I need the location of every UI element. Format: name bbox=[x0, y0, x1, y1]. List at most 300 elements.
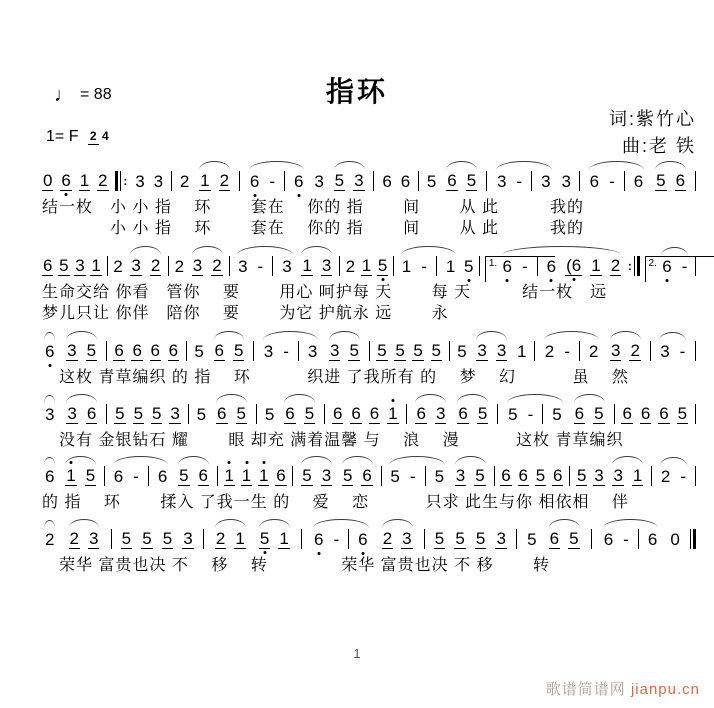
note: 6 bbox=[622, 404, 632, 423]
composer-credit: 曲:老 铁 bbox=[621, 136, 696, 156]
slur-group bbox=[610, 466, 645, 486]
music-system bbox=[42, 451, 696, 513]
barline bbox=[373, 171, 374, 191]
note: 5 bbox=[121, 529, 132, 548]
note: 6 bbox=[501, 466, 511, 485]
slur-group bbox=[542, 341, 602, 361]
barline bbox=[624, 171, 625, 191]
slur-group bbox=[213, 529, 248, 549]
note: 6 bbox=[157, 467, 168, 486]
barline bbox=[339, 256, 340, 276]
note: 5 bbox=[59, 256, 69, 275]
dash-extension: - bbox=[679, 342, 686, 361]
note: 1 bbox=[235, 529, 245, 548]
barline bbox=[651, 466, 652, 486]
note: 6 bbox=[285, 404, 295, 423]
slur-group bbox=[653, 171, 688, 191]
high-octave-dot bbox=[262, 461, 265, 464]
note: 6 bbox=[640, 404, 651, 423]
slur-group bbox=[42, 405, 57, 424]
slur-group bbox=[505, 404, 565, 424]
note: 5 bbox=[527, 530, 537, 549]
note: 3 bbox=[354, 171, 364, 190]
note-row bbox=[42, 389, 696, 424]
note: 3 bbox=[455, 466, 466, 485]
slur-group bbox=[176, 466, 211, 486]
note: 5 bbox=[431, 341, 441, 360]
watermark bbox=[546, 678, 700, 699]
low-octave-dot bbox=[317, 552, 320, 555]
barline bbox=[369, 341, 370, 361]
note: 3 bbox=[153, 172, 164, 191]
barline bbox=[253, 341, 254, 361]
barline bbox=[298, 341, 299, 361]
note: 2 bbox=[174, 257, 185, 276]
note: 3 bbox=[610, 341, 621, 360]
note: 6 bbox=[518, 466, 528, 485]
lyric-line: 小 小 指 环 套在 你的 指 间 从 此 我的 bbox=[42, 220, 585, 237]
note: 5 bbox=[434, 467, 445, 486]
note: 5 bbox=[304, 404, 315, 423]
lyric-line: 荣华 富贵也决 不 移 转 荣华 富贵也决 不 移 转 bbox=[42, 557, 551, 574]
slur-group bbox=[657, 342, 688, 361]
note: 5 bbox=[259, 529, 270, 549]
note: 6 bbox=[369, 404, 380, 423]
note: 2 bbox=[588, 342, 599, 361]
barline bbox=[579, 341, 580, 361]
credits bbox=[609, 106, 696, 160]
note: 3 bbox=[660, 342, 670, 361]
barline bbox=[292, 466, 293, 486]
note: 3 bbox=[170, 404, 180, 423]
note: 2 bbox=[215, 529, 226, 548]
lyricist-credit: 词:紫竹心 bbox=[608, 109, 696, 129]
note: 2 bbox=[212, 256, 222, 275]
note: 2 bbox=[98, 171, 108, 190]
note: 3 bbox=[75, 256, 85, 275]
note: 1 bbox=[241, 466, 252, 486]
slur-group bbox=[311, 529, 371, 549]
note: 3 bbox=[594, 466, 604, 485]
note: 5 bbox=[142, 529, 152, 548]
barline bbox=[516, 529, 517, 549]
note: 6 bbox=[362, 466, 372, 485]
slur-group bbox=[444, 171, 479, 191]
slur-group bbox=[547, 529, 582, 549]
barline bbox=[579, 171, 580, 191]
repeat-dots: : bbox=[123, 174, 128, 188]
final-barline bbox=[690, 529, 696, 549]
barline bbox=[168, 256, 169, 276]
note: 1 bbox=[387, 404, 398, 424]
note: 6 bbox=[351, 404, 361, 423]
note: 6 bbox=[447, 171, 457, 190]
note-row bbox=[42, 326, 696, 361]
note: 6 bbox=[214, 341, 224, 360]
note: 5 bbox=[377, 341, 387, 360]
low-octave-dot bbox=[65, 193, 68, 196]
rest-note: 0 bbox=[670, 530, 680, 549]
barline bbox=[449, 341, 450, 361]
note: 5 bbox=[302, 466, 312, 485]
note: 5 bbox=[395, 341, 405, 360]
slur-group bbox=[474, 341, 509, 361]
note: 5 bbox=[115, 404, 125, 423]
dash-extension: - bbox=[516, 172, 523, 191]
note: 3 bbox=[402, 529, 412, 548]
dash-extension: - bbox=[680, 467, 687, 486]
barline bbox=[381, 466, 382, 486]
thick-bar bbox=[637, 256, 640, 276]
slur-group bbox=[247, 171, 307, 191]
note: 5 bbox=[179, 466, 189, 485]
barline bbox=[542, 404, 543, 424]
note: 5 bbox=[133, 404, 144, 423]
note: 3 bbox=[263, 342, 274, 361]
slur-group bbox=[261, 341, 321, 361]
note: 3 bbox=[314, 172, 324, 191]
note: 5 bbox=[434, 529, 445, 548]
barline bbox=[531, 171, 532, 191]
note: 6 bbox=[400, 172, 411, 191]
barline bbox=[106, 341, 107, 361]
high-octave-dot bbox=[69, 461, 72, 464]
music-system bbox=[42, 326, 696, 388]
dash-extension: - bbox=[681, 257, 688, 276]
note: 5 bbox=[342, 466, 353, 485]
barline bbox=[418, 171, 419, 191]
slur-group bbox=[299, 466, 334, 486]
note: 1 bbox=[302, 256, 312, 275]
dash-extension: - bbox=[564, 342, 570, 361]
note: 5 bbox=[477, 404, 488, 423]
note: 6 bbox=[502, 257, 513, 276]
dash-extension: - bbox=[269, 172, 275, 191]
slur-group bbox=[387, 466, 447, 486]
note-row bbox=[42, 451, 696, 486]
note: 3 bbox=[496, 172, 507, 191]
quarter-note-icon: ♩ bbox=[54, 84, 74, 106]
slur-group bbox=[299, 256, 334, 276]
note: 5 bbox=[569, 529, 579, 548]
note: 5 bbox=[656, 171, 666, 190]
barline bbox=[186, 341, 187, 361]
barline bbox=[284, 171, 285, 191]
note: 2 bbox=[45, 530, 55, 549]
high-octave-dot bbox=[245, 461, 248, 464]
barline bbox=[239, 171, 240, 191]
music-system bbox=[42, 241, 696, 324]
lyric-line: 的 指 环 揉入 了我一生 的 爱 恋 只求 此生与你 相依相 伴 bbox=[42, 494, 629, 511]
dash-extension: - bbox=[133, 467, 139, 486]
music-system bbox=[42, 156, 696, 239]
barline bbox=[638, 529, 639, 549]
note: 6 bbox=[44, 342, 55, 361]
slur-group bbox=[235, 256, 295, 276]
barline bbox=[393, 256, 394, 276]
barline bbox=[148, 466, 149, 486]
note: 1 bbox=[361, 256, 372, 275]
dash-extension: - bbox=[333, 530, 340, 549]
note: 5 bbox=[426, 172, 437, 191]
slur-group bbox=[214, 404, 249, 424]
lyric-line: 没有 金银钻石 耀 眼 却充 满着温馨 与 浪 漫 这枚 青草编织 bbox=[42, 432, 624, 449]
key-signature bbox=[46, 128, 109, 146]
low-octave-dot bbox=[48, 364, 51, 367]
barline bbox=[188, 404, 189, 424]
barline bbox=[650, 341, 651, 361]
slur-group bbox=[128, 256, 163, 276]
note: 1 bbox=[258, 466, 269, 486]
slur-group bbox=[111, 466, 171, 486]
slur-group bbox=[587, 171, 647, 191]
low-octave-dot bbox=[361, 552, 364, 555]
note: 6 bbox=[43, 256, 53, 275]
note: 6 bbox=[86, 404, 97, 423]
slur-group bbox=[380, 529, 415, 549]
high-octave-dot bbox=[228, 461, 231, 464]
note: 6 bbox=[150, 341, 161, 360]
note: 6 bbox=[603, 530, 614, 549]
thin-bar bbox=[120, 171, 121, 191]
note: 5 bbox=[677, 404, 688, 423]
note: 6 bbox=[675, 171, 686, 190]
low-octave-dot bbox=[263, 551, 266, 554]
note: 1 bbox=[401, 257, 412, 276]
note-row bbox=[42, 241, 696, 276]
key-text: 1= F bbox=[46, 128, 79, 145]
slur-group bbox=[608, 341, 643, 361]
note: 6 bbox=[647, 530, 658, 549]
note: 3 bbox=[45, 405, 55, 424]
barline bbox=[591, 529, 592, 549]
thick-bar bbox=[115, 171, 118, 191]
note: 6 bbox=[382, 172, 392, 191]
note: 5 bbox=[576, 466, 587, 485]
thin-bar bbox=[634, 256, 635, 276]
note: 3 bbox=[541, 172, 551, 191]
note: 6 bbox=[546, 257, 557, 276]
note: 5 bbox=[413, 341, 423, 360]
note: 3 bbox=[307, 342, 318, 361]
slur-group bbox=[190, 256, 225, 276]
note: 1 bbox=[224, 466, 235, 486]
barline bbox=[301, 529, 302, 549]
note: 5 bbox=[85, 466, 96, 485]
note: 3 bbox=[435, 404, 446, 423]
note: 2 bbox=[544, 342, 555, 361]
barline bbox=[497, 404, 498, 424]
note: 6 bbox=[217, 404, 227, 423]
dash-extension: - bbox=[609, 172, 615, 191]
note: 6 bbox=[549, 529, 560, 548]
note: 1 bbox=[516, 342, 527, 361]
barline bbox=[171, 171, 172, 191]
note: 6 bbox=[313, 530, 324, 549]
note: 5 bbox=[151, 404, 162, 423]
note: 1 bbox=[200, 171, 210, 190]
time-signature-numerator: 2 bbox=[89, 129, 97, 144]
slur-group bbox=[67, 529, 102, 549]
note: 6 bbox=[132, 341, 142, 360]
note: 3 bbox=[67, 404, 77, 423]
note: 1 bbox=[91, 256, 101, 275]
barline bbox=[106, 404, 107, 424]
note: 2 bbox=[113, 257, 123, 276]
note: 5 bbox=[594, 404, 604, 423]
first-ending-bracket: 1. bbox=[485, 256, 555, 282]
barline bbox=[272, 256, 273, 276]
note: 6 bbox=[114, 341, 124, 360]
note: 6 bbox=[589, 172, 600, 191]
note: 6 bbox=[458, 404, 468, 423]
dash-extension: - bbox=[283, 342, 289, 361]
slur-group bbox=[282, 404, 317, 424]
note: 3 bbox=[192, 256, 203, 275]
note: 3 bbox=[238, 257, 248, 276]
slur-group bbox=[327, 341, 362, 361]
barline bbox=[614, 404, 615, 424]
note: 3 bbox=[282, 257, 292, 276]
repeat-start-barline bbox=[115, 171, 127, 191]
note: 3 bbox=[67, 341, 77, 360]
slur-group bbox=[413, 404, 448, 424]
note: 6 bbox=[416, 404, 426, 423]
note: 2 bbox=[630, 341, 640, 360]
slur-group bbox=[42, 530, 57, 549]
barline bbox=[479, 256, 480, 276]
barline bbox=[534, 341, 535, 361]
barline bbox=[406, 404, 407, 424]
note: 1 bbox=[279, 529, 289, 548]
note: 6 bbox=[45, 467, 55, 486]
barline bbox=[569, 466, 570, 486]
rest-note: 0 bbox=[43, 171, 53, 190]
note: 5 bbox=[86, 341, 97, 360]
song-title: 指环 bbox=[325, 76, 388, 107]
barline bbox=[494, 466, 495, 486]
watermark-site-link[interactable]: jianpu.cn bbox=[630, 681, 700, 698]
barline bbox=[425, 466, 426, 486]
low-octave-dot bbox=[297, 194, 300, 197]
lyric-line: 这枚 青草编织 的 指 环 织进 了我所有 的 梦 幻 虽 然 bbox=[42, 369, 629, 386]
note: 6 bbox=[574, 404, 585, 423]
note: 1 bbox=[632, 466, 643, 485]
note: 3 bbox=[613, 466, 623, 485]
barline bbox=[217, 466, 218, 486]
note: 5 bbox=[196, 405, 207, 424]
note: (6 bbox=[565, 256, 582, 276]
dash-extension: - bbox=[521, 257, 528, 276]
slur-group bbox=[399, 256, 459, 276]
note: 1 bbox=[445, 257, 456, 276]
barline bbox=[324, 404, 325, 424]
slur-group bbox=[455, 404, 490, 424]
note: 5 bbox=[264, 405, 275, 424]
note: 2 bbox=[69, 529, 80, 548]
note: 5 bbox=[162, 529, 173, 548]
note: 3 bbox=[496, 341, 507, 360]
low-octave-dot bbox=[572, 278, 575, 281]
note: 3 bbox=[329, 341, 340, 360]
note: 5 bbox=[236, 404, 246, 423]
repeat-end-barline bbox=[628, 256, 640, 276]
dash-extension: - bbox=[409, 467, 416, 486]
low-octave-dot bbox=[381, 278, 384, 281]
low-octave-dot bbox=[253, 194, 256, 197]
note: 1 bbox=[591, 256, 601, 275]
note: 2 bbox=[219, 171, 230, 190]
note: 5 bbox=[349, 341, 359, 360]
note: 5 bbox=[475, 529, 486, 548]
slur-group bbox=[42, 467, 57, 486]
barline bbox=[695, 171, 696, 191]
note: 3 bbox=[131, 256, 141, 275]
note: 5 bbox=[390, 467, 400, 486]
note: 3 bbox=[135, 172, 145, 191]
barline bbox=[111, 529, 112, 549]
low-octave-dot bbox=[467, 279, 470, 282]
note: 2 bbox=[382, 529, 393, 548]
barline bbox=[229, 256, 230, 276]
music-system bbox=[42, 389, 696, 451]
note: 2 bbox=[660, 467, 671, 486]
slur-group bbox=[64, 404, 99, 424]
note: 2 bbox=[610, 256, 621, 275]
note: 5 bbox=[194, 342, 204, 361]
note: 6 bbox=[333, 404, 343, 423]
thick-bar bbox=[693, 529, 696, 549]
note: 5 bbox=[463, 257, 474, 276]
time-signature-denominator: 4 bbox=[101, 129, 109, 144]
dash-extension: - bbox=[421, 257, 427, 276]
note: 6 bbox=[293, 172, 304, 191]
slur-group bbox=[212, 341, 247, 361]
note: 2 bbox=[345, 257, 356, 276]
barline bbox=[107, 256, 108, 276]
music-system bbox=[42, 514, 696, 576]
slur-group bbox=[658, 467, 689, 486]
note: 6 bbox=[168, 341, 179, 360]
note: 6 bbox=[661, 257, 672, 276]
note-row bbox=[42, 514, 696, 549]
barline bbox=[424, 529, 425, 549]
time-signature bbox=[88, 131, 109, 142]
note: 3 bbox=[496, 529, 506, 548]
note: 6 bbox=[249, 172, 260, 191]
high-octave-dot bbox=[391, 399, 394, 402]
note: 1 bbox=[65, 466, 76, 486]
note: 3 bbox=[561, 172, 571, 191]
note: 6 bbox=[276, 466, 286, 485]
note: 5 bbox=[508, 405, 518, 424]
dash-extension: - bbox=[623, 530, 629, 549]
note: 1 bbox=[79, 171, 90, 190]
slur-group bbox=[42, 342, 57, 361]
note: 6 bbox=[633, 172, 644, 191]
barline bbox=[486, 171, 487, 191]
note: 6 bbox=[357, 530, 368, 549]
repeat-dots: : bbox=[627, 259, 632, 273]
slur-group bbox=[63, 466, 98, 486]
barline bbox=[256, 404, 257, 424]
slur-group bbox=[601, 529, 661, 549]
barline bbox=[695, 341, 696, 361]
note: 6 bbox=[60, 171, 71, 191]
page-number: 1 bbox=[353, 646, 361, 661]
note: 3 bbox=[183, 529, 193, 548]
note: 5 bbox=[552, 405, 562, 424]
